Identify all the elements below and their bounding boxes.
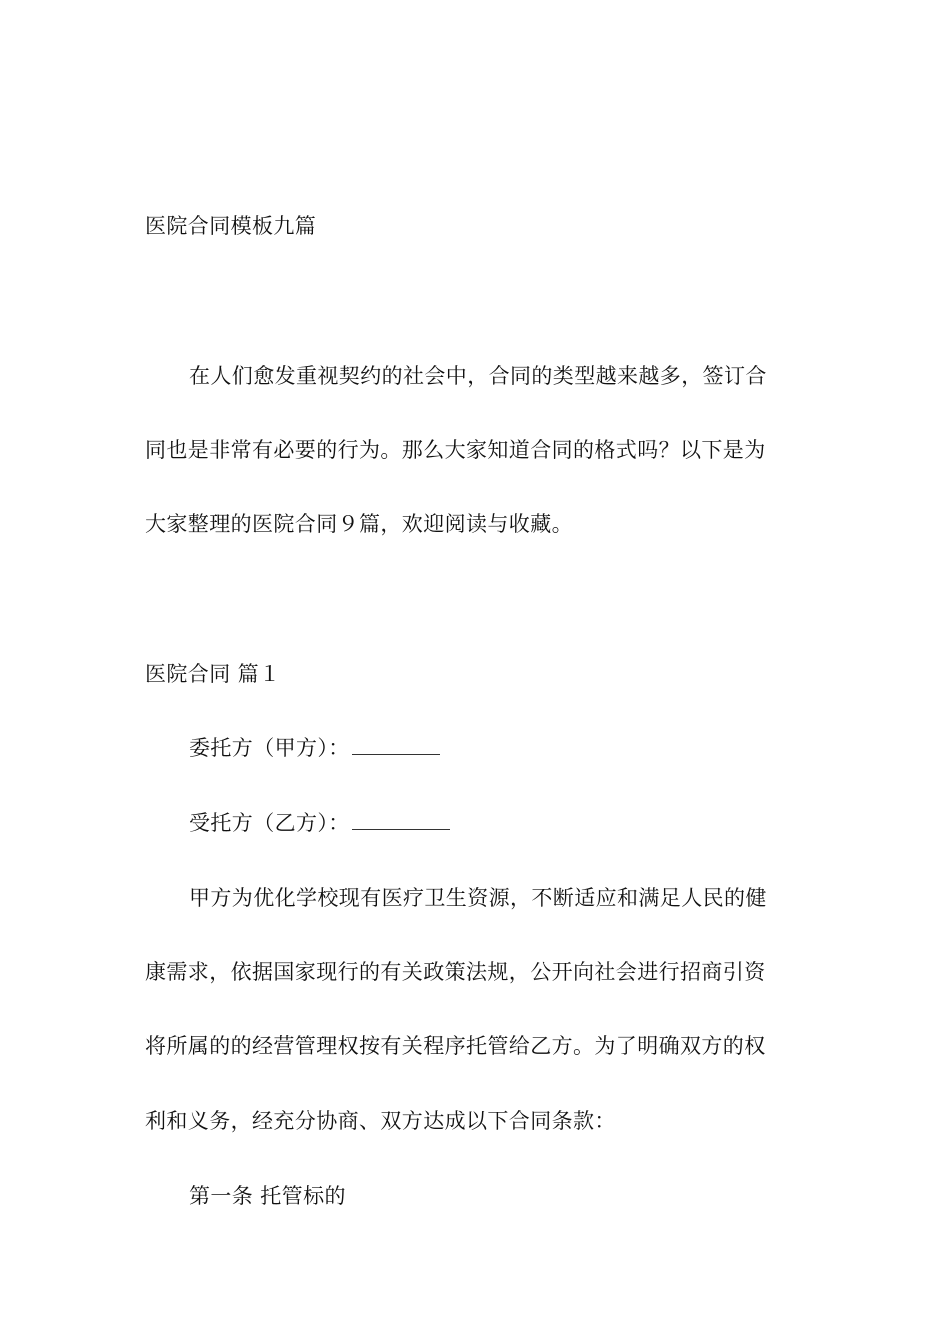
document-title: 医院合同模板九篇 <box>145 214 317 238</box>
party-a-line <box>189 733 849 763</box>
intro-line-1: 在人们愈发重视契约的社会中，合同的类型越来越多，签订合 <box>189 364 767 388</box>
body-line-1: 甲方为优化学校现有医疗卫生资源，不断适应和满足人民的健 <box>189 886 767 910</box>
section-heading: 医院合同 篇１ <box>145 662 281 686</box>
article-1-heading: 第一条 托管标的 <box>189 1184 346 1208</box>
party-b-blank <box>352 811 450 830</box>
body-line-3: 将所属的的经营管理权按有关程序托管给乙方。为了明确双方的权 <box>145 1034 766 1058</box>
party-b-label: 受托方（乙方）： <box>189 811 350 835</box>
intro-line-3: 大家整理的医院合同９篇，欢迎阅读与收藏。 <box>145 512 573 536</box>
body-line-4: 利和义务，经充分协商、双方达成以下合同条款： <box>145 1109 616 1133</box>
body-line-2: 康需求，依据国家现行的有关政策法规，公开向社会进行招商引资 <box>145 960 766 984</box>
party-a-label: 委托方（甲方）： <box>189 736 350 760</box>
intro-line-2: 同也是非常有必要的行为。那么大家知道合同的格式吗？以下是为 <box>145 438 766 462</box>
party-a-blank <box>352 736 440 755</box>
party-b-line <box>189 808 849 838</box>
